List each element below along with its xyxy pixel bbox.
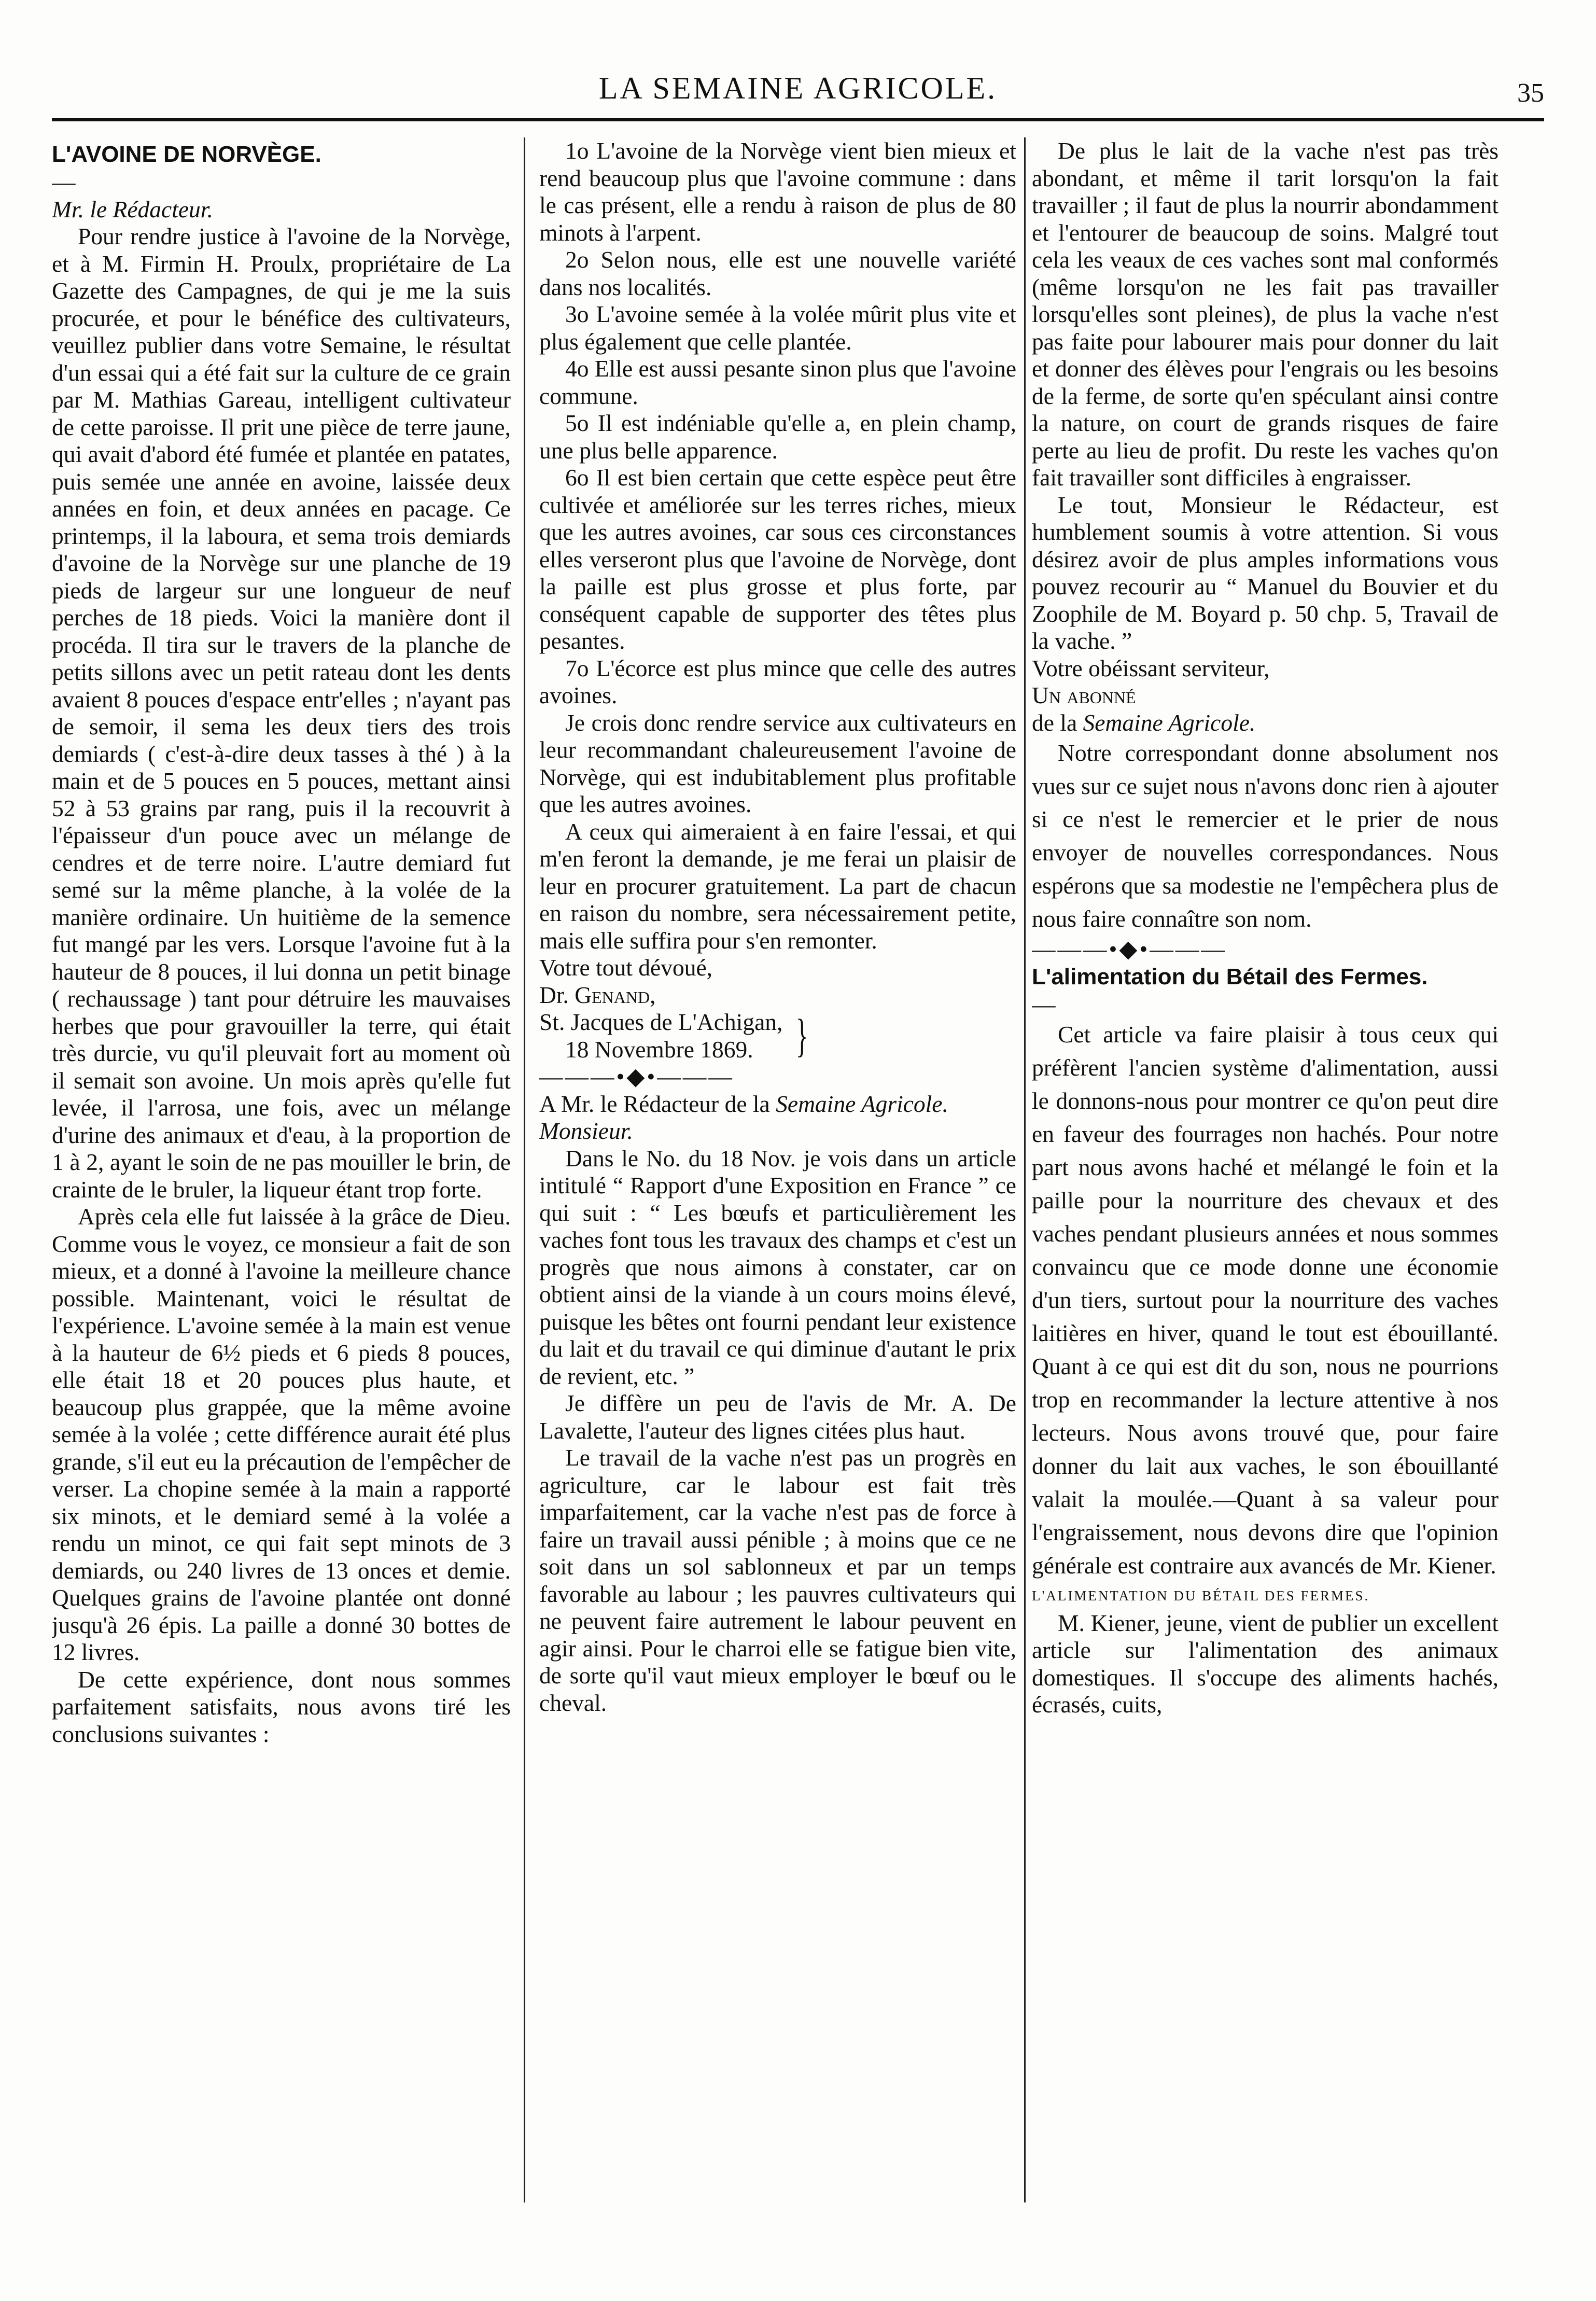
conclusion-item: 5o Il est indéniable qu'elle a, en plein champ, une plus belle apparence. <box>539 410 1016 464</box>
paragraph: M. Kiener, jeune, vient de publier un excellent article sur l'alimentation des animaux domestiques. Il s'occupe des aliments hachés, écrasés, cuits, <box>1032 1609 1499 1718</box>
article-title-alimentation: L'alimentation du Bétail des Fermes. <box>1032 964 1428 989</box>
conclusion-item: 4o Elle est aussi pesante sinon plus que l'avoine commune. <box>539 355 1016 409</box>
conclusion-item: 2o Selon nous, elle est une nouvelle variété dans nos localités. <box>539 246 1016 300</box>
paragraph: Le travail de la vache n'est pas un progrès en agriculture, car le labour est fait très imparfaitement, car la vache n'est pas de force à faire un travail aussi pénible ; à moins que ce ne soit dans un sol sablonneux et par un temps favorable au labour ; les pauvres cultivateurs qui ne peuvent faire autrement le labour peuvent en agir ainsi. Pour le charroi elle se fatigue bien vite, de sorte qu'il vaut mieux employer le bœuf ou le cheval. <box>539 1444 1016 1716</box>
signature <box>539 982 1016 1009</box>
signoff: Votre tout dévoué, <box>539 954 713 981</box>
page-header <box>52 62 1544 130</box>
conclusion-item: 1o L'avoine de la Norvège vient bien mieux et rend beaucoup plus que l'avoine commune : dans le cas présent, elle a rendu à raison de plus de 80 minots à l'arpent. <box>539 137 1016 246</box>
signature: Un abonné <box>1032 682 1136 708</box>
signature-line-2 <box>1032 709 1499 737</box>
conclusion-item: 7o L'écorce est plus mince que celle des autres avoines. <box>539 654 1016 708</box>
subheading: L'ALIMENTATION DU BÉTAIL DES FERMES. <box>1032 1588 1370 1603</box>
column-divider-1 <box>524 137 525 2202</box>
conclusion-item: 3o L'avoine semée à la volée mûrit plus vite et plus également que celle plantée. <box>539 301 1016 355</box>
paragraph: Pour rendre justice à l'avoine de la Norvège, et à M. Firmin H. Proulx, propriétaire de La Gazette des Campagnes, de qui je me la suis procurée, et pour le bénéfice des cultivateurs, veuillez publier dans votre Semaine, le résultat d'un essai qui a été fait sur la culture de ce grain par M. Mathias Gareau, intelligent cultivateur de cette paroisse. Il prit une pièce de terre jaune, qui avait d'abord été fumée et plantée en patates, puis semée une année en avoine, laissée deux années en foin, et deux années en pacage. Ce printemps, il la laboura, et sema trois demiards d'avoine de la Norvège sur une planche de 19 pieds de largeur sur une longueur de neuf perches de 18 pieds. Voici la manière dont il procéda. Il tira sur le travers de la planche de petits sillons avec un petit rateau dont les dents avaient 8 pouces d'espace entr'elles ; n'ayant pas de semoir, il sema les deux tiers des trois demiards ( c'est-à-dire deux tasses à thé ) à la main et de 5 pouces en 5 pouces, mettant ainsi 52 à 53 grains par rang, puis il la recouvrit à l'épaisseur d'un pouce avec un mélange de cendres et de terre noire. L'autre demiard fut semé sur la même planche, à la volée de la manière ordinaire. Un huitième de la semence fut mangé par les vers. Lorsque l'avoine fut à la hauteur de 8 pouces, il lui donna un petit binage ( rechaussage ) tant pour détruire les mauvaises herbes que pour gravouiller la terre, qui était très durcie, vu qu'il pleuvait fort au moment où il semait son avoine. Un mois après qu'elle fut levée, il l'arrosa, une fois, avec un mélange d'urine des animaux et d'eau, à la proportion de 1 à 2, ayant le soin de ne pas mouiller le brin, de crainte de le bruler, la liqueur étant trop forte. <box>52 223 511 1203</box>
date: 18 Novembre 1869. <box>565 1036 753 1063</box>
conclusion-item: 6o Il est bien certain que cette espèce peut être cultivée et améliorée sur les terres riches, mieux que les autres avoines, car sous ces circonstances elles verseront plus que l'avoine de Norvège, dont la paille est plus grosse et plus forte, par conséquent capable de supporter des têtes plus pesantes. <box>539 464 1016 654</box>
place-and-date <box>539 1009 1016 1063</box>
column-1 <box>52 137 511 2202</box>
letter-addressee <box>539 1091 1016 1118</box>
salutation-redacteur: Mr. le Rédacteur. <box>52 196 213 222</box>
article-title-avoine: L'AVOINE DE NORVÈGE. <box>52 142 321 167</box>
signature-line-2-journal: Semaine Agricole. <box>1083 709 1256 736</box>
page-number: 35 <box>1517 78 1544 108</box>
section-ornament: ———•◆•——— <box>539 1063 734 1090</box>
title-separator: — <box>52 169 76 195</box>
paragraph: Après cela elle fut laissée à la grâce de Dieu. Comme vous le voyez, ce monsieur a fait de son mieux, et a donné à l'avoine la meilleure chance possible. Maintenant, voici le résultat de l'expérience. L'avoine semée à la main est venue à la hauteur de 6½ pieds et 6 pieds 8 pouces, elle était 18 et 20 pouces plus haute, et beaucoup plus grappée, que la même avoine semée à la volée ; cette différence aurait été plus grande, s'il eut eu la précaution de l'empêcher de verser. La chopine semée à la main a rapporté six minots, et le demiard semé à la volée a rendu un minot, ce qui fait sept minots de 3 demiards, ou 240 livres de 13 onces et demie. Quelques grains de l'avoine plantée ont donné jusqu'à 26 épis. La paille a donné 30 bottes de 12 livres. <box>52 1203 511 1665</box>
paragraph: Le tout, Monsieur le Rédacteur, est humblement soumis à votre attention. Si vous désirez avoir de plus amples informations vous pouvez recourir au “ Manuel du Bouvier et du Zoophile de M. Boyard p. 50 chp. 5, Travail de la vache. ” <box>1032 491 1499 654</box>
paragraph: Je crois donc rendre service aux cultivateurs en leur recommandant chaleureusement l'avoine de Norvège, qui est indubitablement plus profitable que les autres avoines. <box>539 709 1016 817</box>
brace-icon: } <box>796 1010 808 1062</box>
running-title: LA SEMAINE AGRICOLE. <box>598 71 998 105</box>
place-date-lines <box>539 1009 782 1063</box>
paragraph: De cette expérience, dont nous sommes parfaitement satisfaits, nous avons tiré les conclusions suivantes : <box>52 1666 511 1747</box>
paragraph: Je diffère un peu de l'avis de Mr. A. De Lavalette, l'auteur des lignes citées plus haut. <box>539 1390 1016 1444</box>
paragraph: De plus le lait de la vache n'est pas très abondant, et même il tarit lorsqu'on la fait travailler ; il faut de plus la nourrir abondamment et l'entourer de beaucoup de soins. Malgré tout cela les veaux de ces vaches sont mal conformés (même lorsqu'on ne les fait pas travailler lorsqu'elles sont pleines), de plus la vache n'est pas faite pour labourer mais pour donner du lait et donner des élèves pour l'engrais ou les besoins de la ferme, de sorte qu'en spéculant ainsi contre la nature, on court de grands risques de faire perte au lieu de profit. Du reste les vaches qu'on fait travailler sont difficiles à engraisser. <box>1032 137 1499 491</box>
paragraph: A ceux qui aimeraient à en faire l'essai, et qui m'en feront la demande, je me ferai un plaisir de leur en procurer gratuitement. La part de chacun en raison du nombre, sera nécessairement petite, mais elle suffira pour s'en remonter. <box>539 818 1016 954</box>
editor-note: Notre correspondant donne absolument nos vues sur ce sujet nous n'avons donc rien à ajouter si ce n'est le remercier et le prier de nous envoyer de nouvelles correspondances. Nous espérons que sa modestie ne l'empêchera plus de nous faire connaître son nom. <box>1032 740 1499 932</box>
section-ornament: ———•◆•——— <box>1032 936 1227 962</box>
header-rule <box>52 118 1544 121</box>
column-3 <box>1032 137 1499 2202</box>
addressee-text: A Mr. le Rédacteur de la <box>539 1090 770 1117</box>
place: St. Jacques de L'Achigan, <box>539 1009 783 1035</box>
paragraph: Cet article va faire plaisir à tous ceux qui préfèrent l'ancien système d'alimentation, aussi le donnons-nous pour montrer ce qu'on peut dire en faveur des fourrages non hachés. Pour notre part nous avons haché et mélangé le foin et la paille pour la nourriture des chevaux et des vaches pendant plusieurs années et nous sommes convaincu que ce mode donne une économie d'un tiers, surtout pour la nourriture des vaches laitières en hiver, quand le tout est ébouillanté. Quant à ce qui est dit du son, nous ne pourrions trop en recommander la lecture attentive à nos lecteurs. Nous avons trouvé que, pour faire donner du lait aux vaches, le son ébouillanté valait la moulée.—Quant à sa valeur pour l'engraissement, nous devons dire que l'opinion générale est contraire aux avancés de Mr. Kiener. <box>1032 1021 1499 1579</box>
addressee-journal: Semaine Agricole. <box>776 1090 948 1117</box>
salutation-monsieur: Monsieur. <box>539 1118 633 1144</box>
paragraph: Dans le No. du 18 Nov. je vois dans un article intitulé “ Rapport d'une Exposition en France ” ce qui suit : “ Les bœufs et particulièrement les vaches font tous les travaux des champs et c'est un progrès que nous aimons à constater, car on obtient ainsi de la viande à un cours moins élevé, puisque les bêtes ont fourni pendant leur existence du lait et du travail ce qui diminue d'autant le prix de revient, etc. ” <box>539 1145 1016 1389</box>
column-divider-2 <box>1024 137 1026 2202</box>
signoff: Votre obéissant serviteur, <box>1032 654 1270 681</box>
column-2 <box>539 137 1016 2202</box>
title-separator: — <box>1032 991 1056 1017</box>
signature-prefix: Dr. <box>539 981 569 1008</box>
signature-name: Genand, <box>575 981 656 1008</box>
signature-line-2-text: de la <box>1032 709 1077 736</box>
